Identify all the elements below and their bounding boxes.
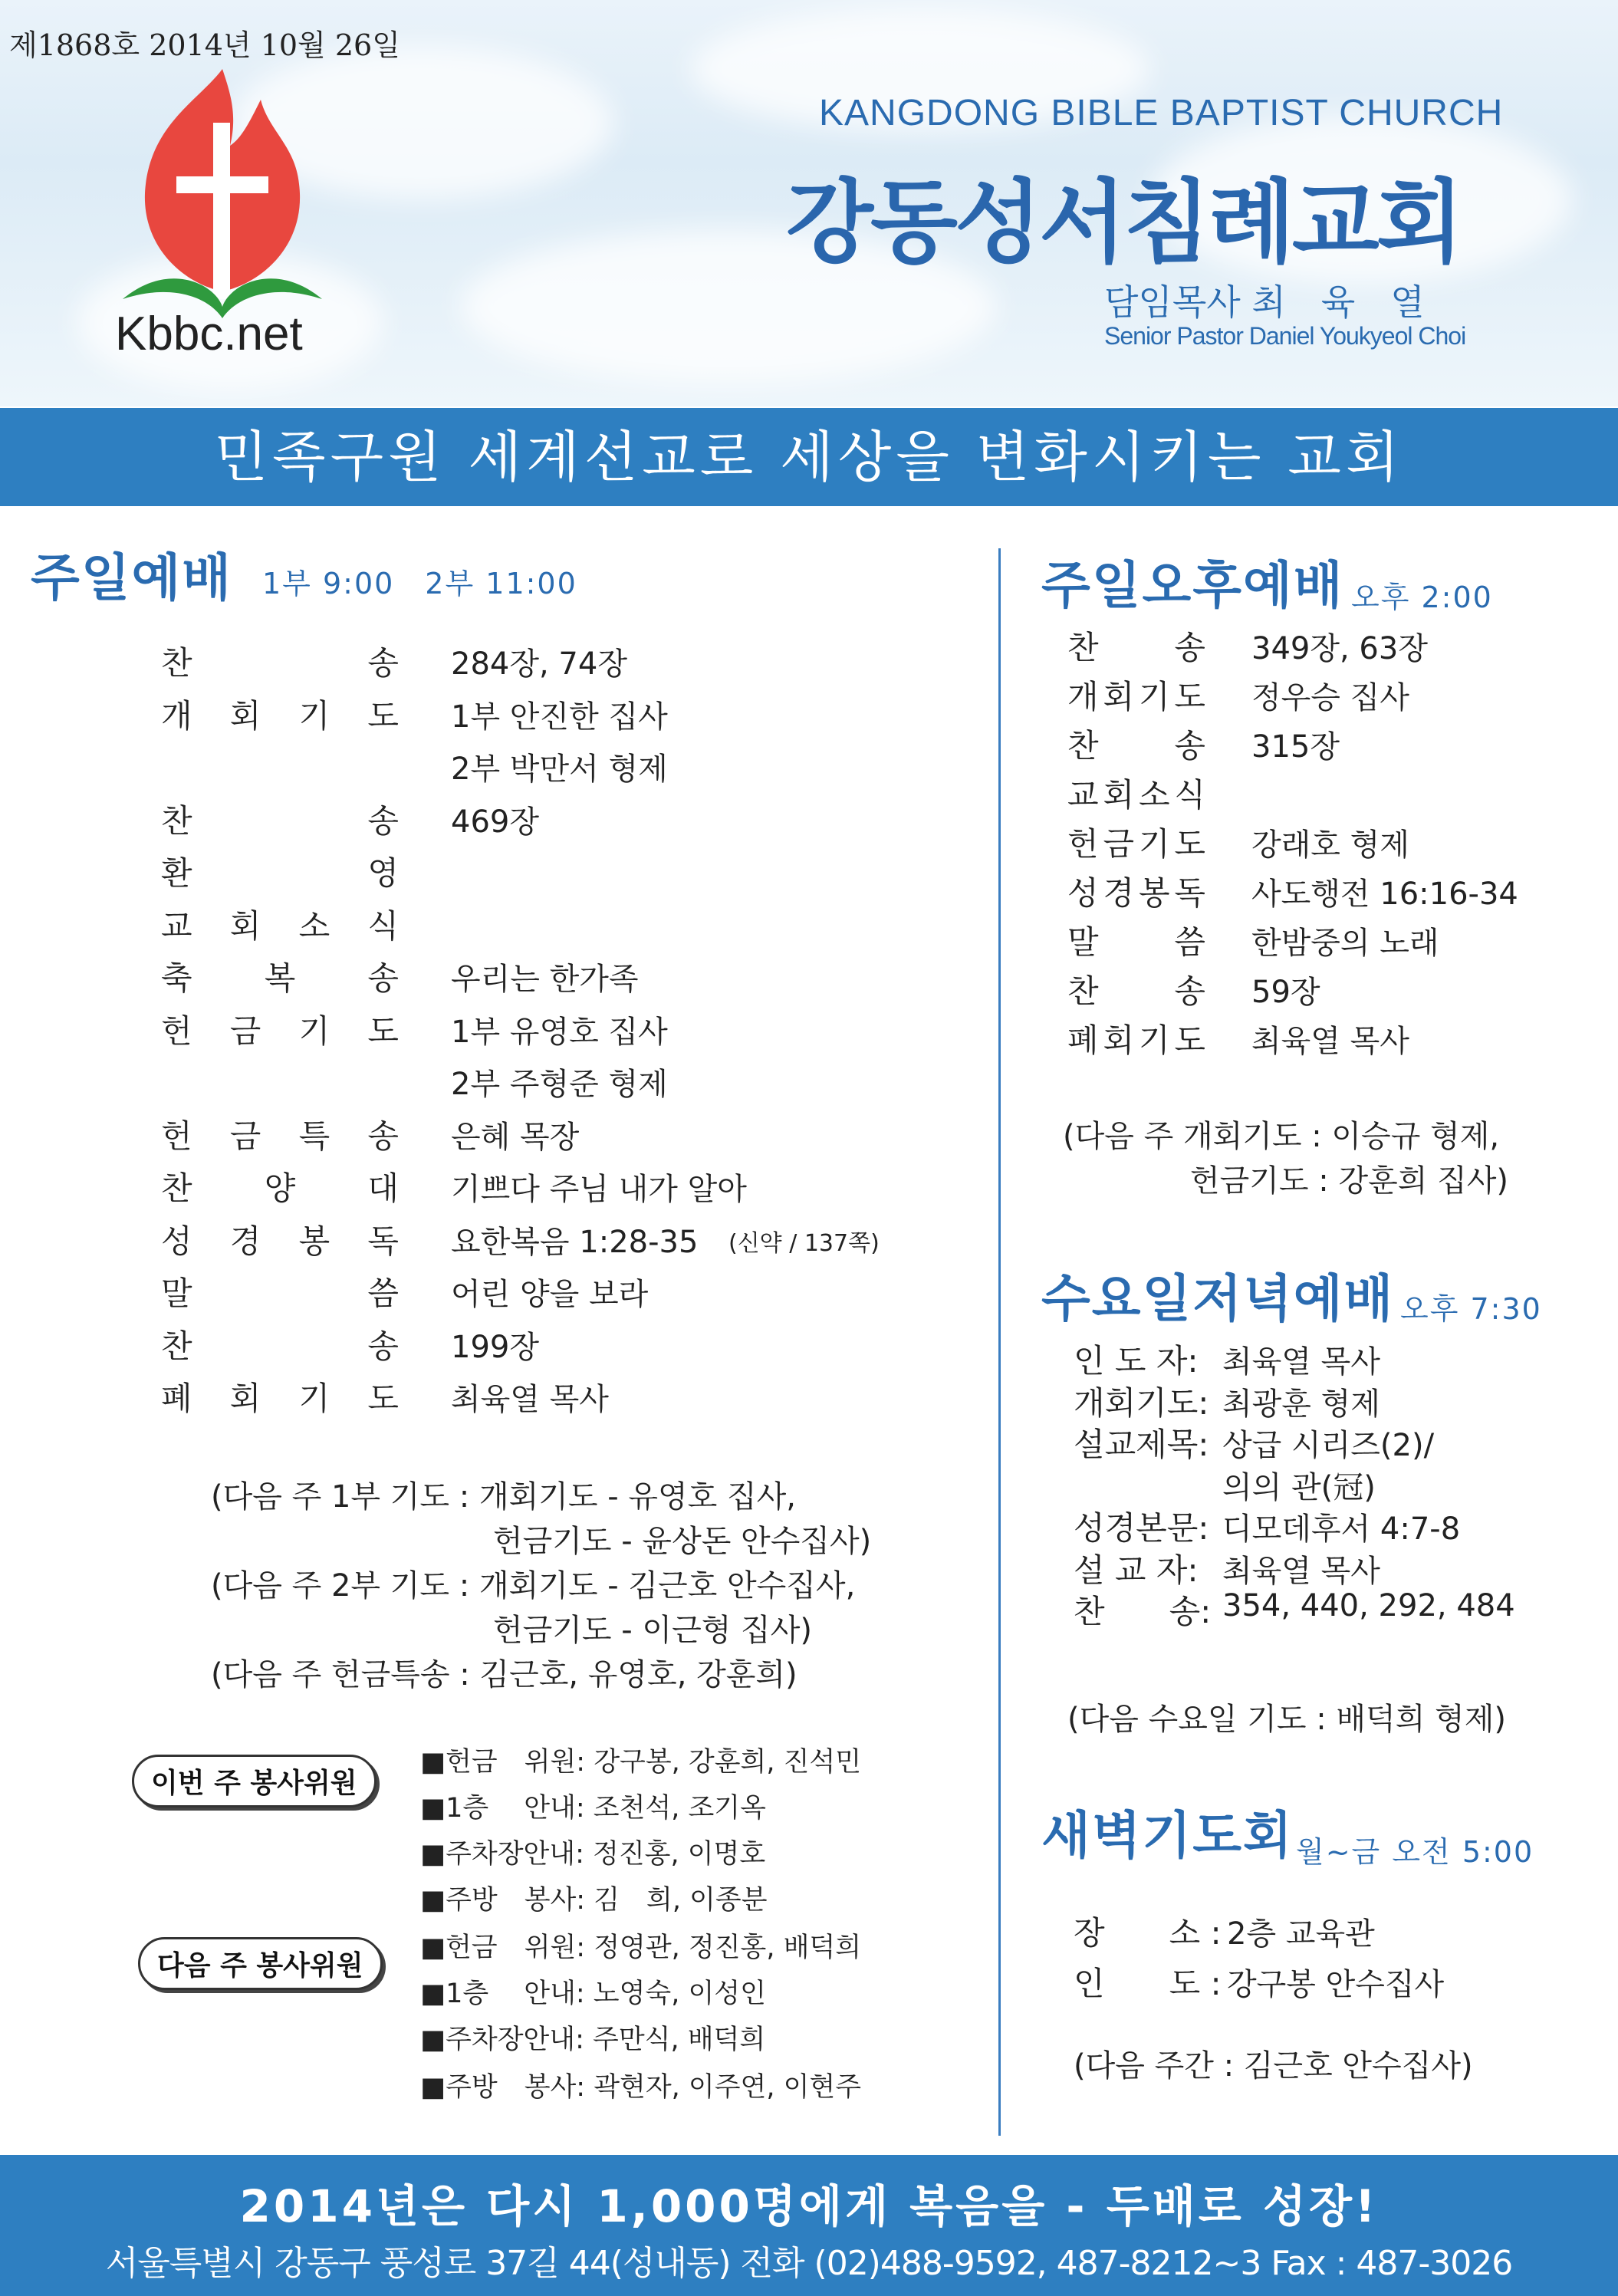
order-label-char: 경 bbox=[1103, 874, 1135, 912]
order-label-char: 찬 bbox=[161, 1327, 192, 1365]
order-label bbox=[161, 796, 399, 842]
order-value: 199장 bbox=[451, 1329, 539, 1365]
order-label-char: 기 bbox=[1138, 678, 1170, 715]
afternoon-service-title: 주일오후예배 bbox=[1041, 556, 1344, 615]
order-label-char: 봉 bbox=[298, 1222, 331, 1260]
order-value: 469장 bbox=[451, 804, 539, 840]
order-label-char: 도 bbox=[1174, 825, 1205, 863]
order-value: 315장 bbox=[1251, 729, 1340, 765]
order-label bbox=[161, 691, 399, 737]
order-value: 강구봉 안수집사 bbox=[1227, 1967, 1445, 2002]
order-label-char: 독 bbox=[367, 1222, 399, 1260]
order-value: 의의 관(冠) bbox=[1222, 1469, 1376, 1505]
order-label-char: 도 bbox=[367, 1380, 399, 1417]
order-label-char: 양 bbox=[264, 1169, 296, 1207]
order-label bbox=[161, 901, 399, 947]
order-value: 최육열 목사 bbox=[451, 1382, 609, 1417]
order-label bbox=[161, 1321, 399, 1367]
order-label-char: 송 bbox=[367, 1327, 399, 1365]
order-label-char: 찬 bbox=[1067, 727, 1099, 765]
order-value: 디모데후서 4:7-8 bbox=[1222, 1511, 1461, 1547]
order-label-char: 도 bbox=[1174, 1021, 1205, 1059]
servant-line: ■주방 봉사: 김 희, 이종분 bbox=[420, 1885, 768, 1916]
this-week-servants-label: 이번 주 봉사위원 bbox=[132, 1755, 377, 1808]
wednesday-service-time: 오후 7:30 bbox=[1400, 1292, 1542, 1326]
order-label-char: 영 bbox=[367, 854, 399, 892]
order-label-char: 독 bbox=[1174, 874, 1205, 912]
pastor-english: Senior Pastor Daniel Youkyeol Choi bbox=[1104, 322, 1466, 350]
order-label-char: 헌 bbox=[161, 1117, 192, 1155]
order-label-char: 폐 bbox=[161, 1380, 192, 1417]
order-label-char: 회 bbox=[1103, 776, 1135, 814]
sunday-next-note: (다음 주 2부 기도 : 개회기도 - 김근호 안수집사, bbox=[211, 1568, 856, 1604]
order-label-char: 개 bbox=[161, 696, 192, 735]
order-value: 2층 교육관 bbox=[1227, 1916, 1375, 1952]
order-label-char: 송 bbox=[367, 801, 399, 840]
church-name-english: KANGDONG BIBLE BAPTIST CHURCH bbox=[819, 93, 1504, 133]
order-label-char: 소 bbox=[298, 906, 331, 945]
order-label-char: 기 bbox=[298, 1380, 331, 1417]
order-label-char: 헌 bbox=[161, 1011, 192, 1050]
order-value: 상급 시리즈(2)/ bbox=[1222, 1428, 1435, 1463]
order-label-char: 찬 bbox=[161, 1169, 192, 1207]
order-label bbox=[1067, 672, 1205, 718]
order-label bbox=[1067, 819, 1205, 865]
sunday-next-note: (다음 주 1부 기도 : 개회기도 - 유영호 집사, bbox=[211, 1479, 796, 1515]
order-label-char: 송 bbox=[1174, 972, 1205, 1010]
order-label-char: 특 bbox=[298, 1117, 331, 1155]
sunday-next-note: 헌금기도 - 윤상돈 안수집사) bbox=[493, 1524, 872, 1559]
sunday-next-note: 헌금기도 - 이근형 집사) bbox=[493, 1613, 812, 1648]
order-label bbox=[161, 848, 399, 894]
order-label-char: 헌 bbox=[1067, 825, 1099, 863]
dawn-prayer-time: 월~금 오전 5:00 bbox=[1296, 1835, 1534, 1869]
dawn-prayer-title: 새벽기도회 bbox=[1041, 1806, 1294, 1865]
order-label bbox=[161, 1111, 399, 1157]
column-divider bbox=[998, 548, 1001, 2136]
order-label-char: 씀 bbox=[1174, 923, 1205, 961]
order-label bbox=[161, 1163, 399, 1209]
order-value: 은혜 목장 bbox=[451, 1119, 580, 1155]
servant-line: ■주차장안내: 정진홍, 이명호 bbox=[420, 1839, 766, 1870]
order-label-char: 환 bbox=[161, 854, 192, 892]
order-label bbox=[1067, 966, 1205, 1012]
order-label-char: 도 bbox=[367, 1011, 399, 1050]
order-label-char: 회 bbox=[1103, 1021, 1135, 1059]
order-value: 354, 440, 292, 484 bbox=[1222, 1588, 1515, 1623]
order-value: 사도행전 16:16-34 bbox=[1251, 877, 1518, 912]
afternoon-next-note: 헌금기도 : 강훈희 집사) bbox=[1190, 1163, 1508, 1199]
order-label bbox=[1067, 721, 1205, 767]
servant-line: ■헌금 위원: 강구봉, 강훈희, 진석민 bbox=[420, 1747, 862, 1778]
order-label-char: 기 bbox=[298, 1011, 331, 1050]
order-label: 인 도 : bbox=[1074, 1965, 1222, 2002]
order-label-char: 개 bbox=[1067, 678, 1099, 715]
sunday-next-note: (다음 주 헌금특송 : 김근호, 유영호, 강훈희) bbox=[211, 1657, 797, 1692]
footer-motto: 2014년은 다시 1,000명에게 복음을 - 두배로 성장! bbox=[239, 2180, 1379, 2232]
order-label-char: 회 bbox=[1103, 678, 1135, 715]
order-label-char: 성 bbox=[1067, 874, 1099, 912]
order-value: 59장 bbox=[1251, 975, 1320, 1010]
order-label: 설 교 자: bbox=[1074, 1551, 1199, 1589]
order-value: 349장, 63장 bbox=[1251, 631, 1428, 666]
order-label-char: 교 bbox=[161, 906, 192, 945]
next-week-servants-label: 다음 주 봉사위원 bbox=[138, 1937, 383, 1990]
order-value: 우리는 한가족 bbox=[451, 962, 639, 997]
order-value: 최육열 목사 bbox=[1251, 1024, 1409, 1059]
order-label-char: 복 bbox=[264, 959, 296, 997]
servant-line: ■1층 안내: 조천석, 조기옥 bbox=[420, 1793, 766, 1824]
order-value: 최육열 목사 bbox=[1222, 1344, 1380, 1380]
dawn-next-note: (다음 주간 : 김근호 안수집사) bbox=[1074, 2048, 1473, 2084]
order-label-char: 식 bbox=[1174, 776, 1205, 814]
sunday-service-title: 주일예배 bbox=[31, 548, 233, 607]
servant-line: ■주방 봉사: 곽현자, 이주연, 이현주 bbox=[420, 2072, 862, 2103]
order-value: 강래호 형제 bbox=[1251, 827, 1409, 863]
wednesday-next-note: (다음 수요일 기도 : 배덕희 형제) bbox=[1067, 1702, 1506, 1737]
order-label-char: 경 bbox=[229, 1222, 261, 1260]
order-label-char: 도 bbox=[367, 696, 399, 735]
order-label bbox=[1067, 770, 1205, 816]
order-label: 개회기도: bbox=[1074, 1383, 1209, 1422]
order-label bbox=[161, 1006, 399, 1052]
servant-line: ■주차장안내: 주만식, 배덕희 bbox=[420, 2025, 766, 2055]
order-label: 찬 송: bbox=[1074, 1593, 1212, 1630]
sunday-service-time: 1부 9:00 2부 11:00 bbox=[262, 567, 577, 600]
order-value: 정우승 집사 bbox=[1251, 680, 1409, 715]
order-label-char: 찬 bbox=[1067, 629, 1099, 666]
order-label: 인 도 자: bbox=[1074, 1342, 1199, 1380]
order-label-char: 기 bbox=[1138, 825, 1170, 863]
order-value: 284장, 74장 bbox=[451, 646, 627, 682]
order-label-char: 금 bbox=[229, 1011, 261, 1050]
issue-date: 제1868호 2014년 10월 26일 bbox=[9, 28, 400, 62]
footer-banner bbox=[0, 2155, 1618, 2296]
order-label-char: 찬 bbox=[1067, 972, 1099, 1010]
order-label-char: 회 bbox=[229, 696, 261, 735]
order-value: 어린 양을 보라 bbox=[451, 1277, 649, 1312]
order-label-char: 찬 bbox=[161, 644, 192, 682]
footer-address: 서울특별시 강동구 풍성로 37길 44(성내동) 전화 (02)488-9592, 487-8212~3 Fax : 487-3026 bbox=[105, 2244, 1513, 2283]
order-label-char: 금 bbox=[229, 1117, 261, 1155]
order-value: 최육열 목사 bbox=[1222, 1553, 1380, 1589]
order-label-char: 교 bbox=[1067, 776, 1099, 814]
order-label bbox=[1067, 623, 1205, 669]
order-label-char: 송 bbox=[1174, 629, 1205, 666]
order-label-char: 성 bbox=[161, 1222, 192, 1260]
wednesday-service-title: 수요일저녁예배 bbox=[1041, 1269, 1395, 1328]
order-value: 2부 주형준 형제 bbox=[451, 1067, 668, 1102]
order-label-char: 폐 bbox=[1067, 1021, 1099, 1059]
order-value: 요한복음 1:28-35 bbox=[451, 1224, 699, 1260]
order-label-char: 기 bbox=[298, 696, 331, 735]
scripture-page-note: (신약 / 137쪽) bbox=[728, 1230, 880, 1257]
order-label bbox=[161, 1216, 399, 1262]
order-label-char: 송 bbox=[367, 959, 399, 997]
order-label bbox=[161, 1373, 399, 1419]
order-value: 1부 유영호 집사 bbox=[451, 1014, 668, 1050]
order-label-char: 찬 bbox=[161, 801, 192, 840]
order-label bbox=[1067, 1015, 1205, 1061]
order-value: 최광훈 형제 bbox=[1222, 1386, 1380, 1422]
order-label bbox=[1067, 868, 1205, 914]
order-label-char: 도 bbox=[1174, 678, 1205, 715]
pastor-korean: 담임목사 최 육 열 bbox=[1104, 281, 1425, 323]
logo-website: Kbbc.net bbox=[115, 308, 303, 360]
order-value: 1부 안진한 집사 bbox=[451, 699, 668, 735]
servant-line: ■1층 안내: 노영숙, 이성인 bbox=[420, 1979, 766, 2009]
order-label-char: 회 bbox=[229, 906, 261, 945]
order-value: 한밤중의 노래 bbox=[1251, 926, 1439, 961]
order-label-char: 식 bbox=[367, 906, 399, 945]
afternoon-next-note: (다음 주 개회기도 : 이승규 형제, bbox=[1063, 1119, 1500, 1154]
order-label-char: 송 bbox=[1174, 727, 1205, 765]
servant-line: ■헌금 위원: 정영관, 정진홍, 배덕희 bbox=[420, 1933, 862, 1963]
order-label-char: 회 bbox=[229, 1380, 261, 1417]
afternoon-service-time: 오후 2:00 bbox=[1351, 581, 1493, 614]
order-label-char: 말 bbox=[161, 1275, 192, 1312]
order-value: 기쁘다 주님 내가 알아 bbox=[451, 1172, 747, 1207]
order-value: 2부 박만서 형제 bbox=[451, 752, 668, 787]
order-label-char: 송 bbox=[367, 1117, 399, 1155]
order-label bbox=[161, 638, 399, 684]
order-label-char: 금 bbox=[1103, 825, 1135, 863]
order-label: 성경본문: bbox=[1074, 1509, 1209, 1547]
church-name-korean: 강동성서침례교회 bbox=[786, 169, 1461, 275]
slogan-banner: 민족구원 세계선교로 세상을 변화시키는 교회 bbox=[0, 408, 1618, 506]
order-label bbox=[1067, 917, 1205, 963]
order-label-char: 말 bbox=[1067, 923, 1099, 961]
order-label bbox=[161, 953, 399, 999]
order-label-char: 축 bbox=[161, 959, 192, 997]
order-label: 장 소 : bbox=[1074, 1914, 1222, 1952]
order-label-char: 봉 bbox=[1138, 874, 1170, 912]
order-label bbox=[161, 1268, 399, 1314]
order-label-char: 대 bbox=[367, 1169, 399, 1207]
order-label-char: 송 bbox=[367, 644, 399, 682]
order-label-char: 씀 bbox=[367, 1275, 399, 1312]
order-label-char: 소 bbox=[1138, 776, 1170, 814]
order-label: 설교제목: bbox=[1074, 1426, 1209, 1463]
order-label-char: 기 bbox=[1138, 1021, 1170, 1059]
